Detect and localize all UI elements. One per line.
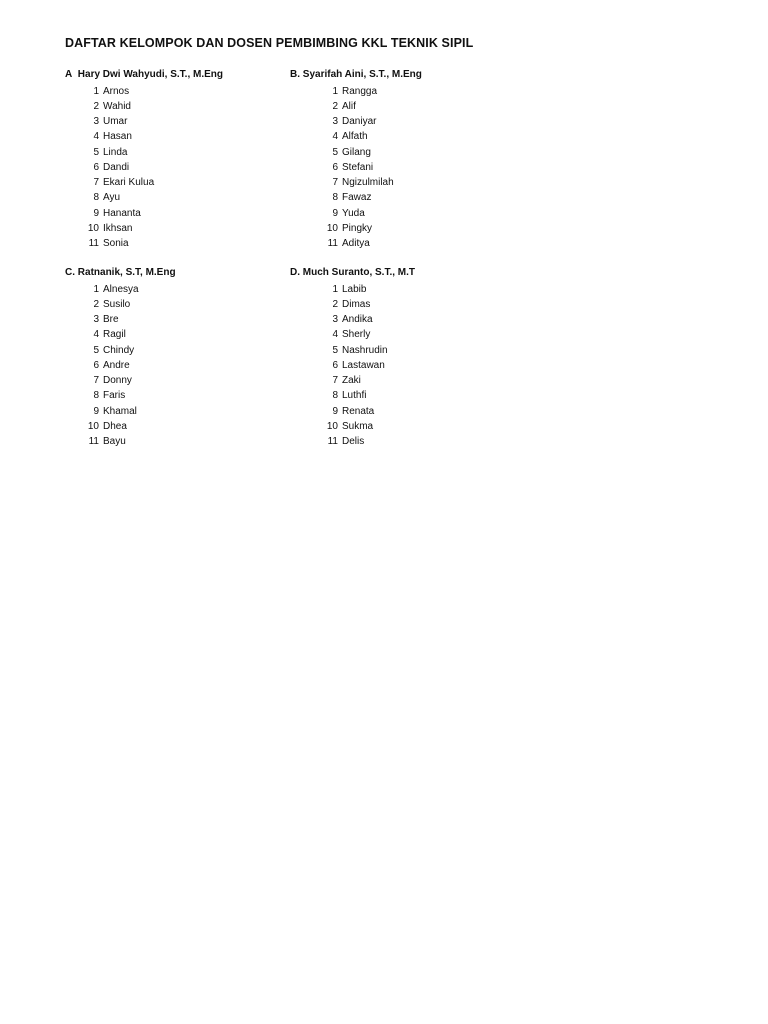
- member-number: 1: [332, 283, 338, 295]
- member-name: Dandi: [103, 161, 130, 173]
- member-name: Wahid: [103, 100, 131, 112]
- member-number: 10: [326, 420, 338, 432]
- member-name: Dhea: [103, 420, 127, 432]
- member-name: Andre: [103, 359, 130, 371]
- member-row: [65, 373, 295, 388]
- member-number: 8: [93, 192, 99, 204]
- group-letter: D.: [290, 267, 300, 278]
- member-number: 10: [87, 222, 99, 234]
- member-name: Hananta: [103, 207, 141, 219]
- member-name: Alfath: [342, 131, 368, 143]
- document-title: DAFTAR KELOMPOK DAN DOSEN PEMBIMBING KKL TEKNIK SIPIL: [65, 36, 474, 50]
- member-row: [65, 434, 295, 449]
- member-row: [290, 358, 520, 373]
- member-row: [290, 404, 520, 419]
- member-row: [290, 190, 520, 205]
- member-name: Stefani: [342, 161, 374, 173]
- member-name: Donny: [103, 375, 132, 386]
- member-name: Pingky: [342, 222, 373, 234]
- member-number: 3: [332, 314, 338, 325]
- group-c: [65, 266, 295, 449]
- member-number: 9: [93, 405, 99, 417]
- group-letter: C.: [65, 267, 75, 278]
- member-row: [290, 388, 520, 403]
- member-number: 7: [93, 375, 99, 386]
- member-row: [65, 419, 295, 434]
- member-number: 7: [332, 375, 338, 386]
- member-row: [290, 434, 520, 449]
- member-row: [65, 297, 295, 312]
- member-name: Gilang: [342, 146, 371, 158]
- member-name: Zaki: [342, 375, 361, 386]
- member-number: 4: [332, 329, 338, 341]
- member-name: Bre: [103, 314, 119, 325]
- member-name: Susilo: [103, 298, 131, 310]
- member-number: 11: [327, 436, 338, 447]
- member-row: [65, 388, 295, 403]
- member-name: Faris: [103, 390, 126, 402]
- member-number: 8: [93, 390, 99, 402]
- member-number: 7: [93, 177, 99, 188]
- group-letter: B.: [290, 69, 300, 80]
- member-number: 9: [332, 405, 338, 417]
- member-row: [290, 282, 520, 297]
- member-number: 10: [326, 222, 338, 234]
- member-name: Sonia: [103, 238, 129, 249]
- group-header: [290, 68, 520, 82]
- member-list: [290, 282, 520, 450]
- member-row: [290, 312, 520, 327]
- member-number: 9: [332, 207, 338, 219]
- member-name: Hasan: [103, 131, 132, 143]
- member-name: Ngizulmilah: [342, 177, 394, 188]
- member-row: [290, 236, 520, 251]
- member-list: [65, 282, 295, 450]
- member-row: [290, 160, 520, 175]
- group-lecturer: Ratnanik, S.T, M.Eng: [77, 267, 176, 278]
- member-name: Nashrudin: [342, 344, 388, 356]
- member-name: Linda: [103, 146, 128, 158]
- member-name: Dimas: [342, 298, 371, 310]
- member-number: 3: [93, 314, 99, 325]
- member-number: 6: [332, 161, 338, 173]
- member-row: [65, 114, 295, 129]
- member-list: [290, 84, 520, 252]
- member-name: Alnesya: [103, 283, 139, 295]
- member-number: 6: [93, 161, 99, 173]
- member-name: Ayu: [103, 192, 121, 204]
- member-row: [65, 343, 295, 358]
- member-row: [290, 114, 520, 129]
- member-number: 5: [93, 344, 99, 356]
- member-name: Rangga: [342, 85, 378, 97]
- member-row: [65, 206, 295, 221]
- member-row: [65, 282, 295, 297]
- member-number: 3: [332, 116, 338, 127]
- member-row: [65, 190, 295, 205]
- member-name: Renata: [342, 405, 375, 417]
- member-row: [290, 175, 520, 190]
- member-number: 6: [93, 359, 99, 371]
- member-name: Sukma: [342, 420, 374, 432]
- member-row: [290, 221, 520, 236]
- member-row: [65, 236, 295, 251]
- member-number: 5: [332, 146, 338, 158]
- member-row: [65, 221, 295, 236]
- member-row: [65, 129, 295, 144]
- member-number: 3: [93, 116, 99, 127]
- member-number: 1: [93, 85, 99, 97]
- member-list: [65, 84, 295, 252]
- member-number: 7: [332, 177, 338, 188]
- group-header: [65, 68, 295, 82]
- group-a: [65, 68, 295, 251]
- member-number: 6: [332, 359, 338, 371]
- member-number: 11: [88, 436, 99, 447]
- member-name: Ekari Kulua: [103, 177, 155, 188]
- member-number: 1: [332, 85, 338, 97]
- member-name: Umar: [103, 116, 128, 127]
- member-name: Arnos: [103, 85, 130, 97]
- group-b: [290, 68, 520, 251]
- group-lecturer: Syarifah Aini, S.T., M.Eng: [302, 69, 422, 80]
- group-header: [65, 266, 295, 280]
- member-name: Khamal: [103, 405, 137, 417]
- member-name: Aditya: [342, 238, 370, 249]
- member-row: [290, 145, 520, 160]
- member-row: [290, 343, 520, 358]
- member-number: 2: [93, 100, 99, 112]
- member-row: [290, 327, 520, 342]
- member-row: [290, 129, 520, 144]
- member-row: [290, 99, 520, 114]
- member-row: [65, 358, 295, 373]
- member-row: [65, 404, 295, 419]
- group-d: [290, 266, 520, 449]
- member-number: 11: [327, 238, 338, 249]
- member-name: Daniyar: [342, 116, 377, 127]
- member-number: 5: [93, 146, 99, 158]
- member-number: 11: [88, 238, 99, 249]
- group-lecturer: Hary Dwi Wahyudi, S.T., M.Eng: [77, 69, 223, 80]
- member-row: [65, 175, 295, 190]
- member-name: Alif: [342, 100, 356, 112]
- member-number: 4: [93, 131, 99, 143]
- member-number: 8: [332, 390, 338, 402]
- member-name: Andika: [342, 314, 373, 325]
- group-header: [290, 266, 520, 280]
- member-number: 8: [332, 192, 338, 204]
- member-number: 4: [93, 329, 99, 341]
- member-row: [65, 160, 295, 175]
- member-name: Chindy: [103, 344, 135, 356]
- member-row: [290, 419, 520, 434]
- group-letter: A: [65, 69, 73, 80]
- member-row: [290, 206, 520, 221]
- member-row: [65, 327, 295, 342]
- member-row: [290, 297, 520, 312]
- member-name: Bayu: [103, 436, 126, 447]
- member-number: 5: [332, 344, 338, 356]
- member-number: 2: [332, 100, 338, 112]
- member-number: 9: [93, 207, 99, 219]
- member-name: Sherly: [342, 329, 371, 341]
- member-name: Luthfi: [342, 390, 367, 402]
- member-number: 2: [93, 298, 99, 310]
- member-name: Delis: [342, 436, 365, 447]
- member-row: [65, 84, 295, 99]
- member-number: 2: [332, 298, 338, 310]
- member-row: [290, 373, 520, 388]
- member-row: [65, 145, 295, 160]
- member-row: [65, 99, 295, 114]
- member-row: [290, 84, 520, 99]
- member-name: Ikhsan: [103, 222, 133, 234]
- member-name: Lastawan: [342, 359, 385, 371]
- member-name: Fawaz: [342, 192, 372, 204]
- member-name: Labib: [342, 283, 367, 295]
- member-name: Yuda: [342, 207, 365, 219]
- member-name: Ragil: [103, 329, 126, 341]
- group-lecturer: Much Suranto, S.T., M.T: [302, 267, 416, 278]
- member-row: [65, 312, 295, 327]
- member-number: 10: [87, 420, 99, 432]
- member-number: 1: [93, 283, 99, 295]
- member-number: 4: [332, 131, 338, 143]
